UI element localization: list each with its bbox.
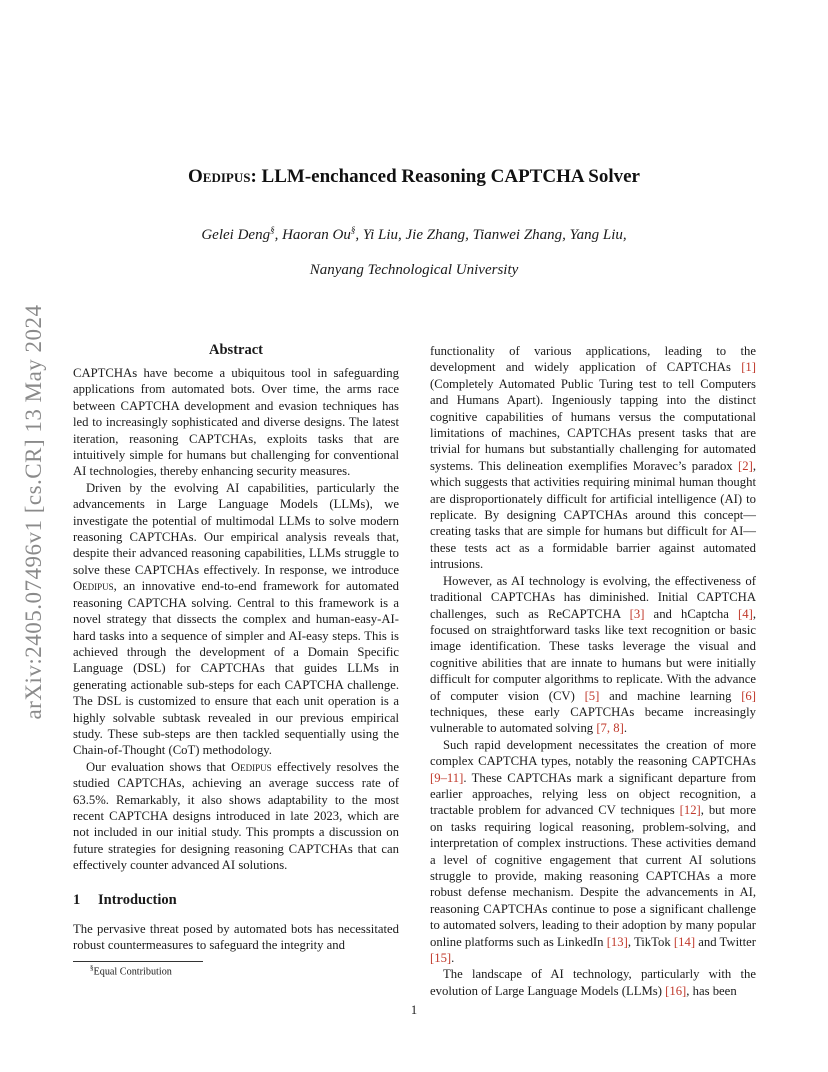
abstract-p3-system-name: Oedipus [231,759,272,774]
abstract-p3-text-a: Our evaluation shows that [86,759,231,774]
author-rest: , Yi Liu, Jie Zhang, Tianwei Zhang, Yang Liu, [355,227,627,243]
citation-link[interactable]: [16] [665,983,687,998]
abstract-p2-system-name: Oedipus [73,579,114,594]
text: . These CAPTCHAs mark a significant departure from earlier approaches, relying less on object recognition, a tractable problem for advanced CV techniques [430,770,756,818]
abstract-paragraph-2 [73,480,399,759]
abstract-paragraph-1: CAPTCHAs have become a ubiquitous tool in safeguarding applications from automated bots. Over time, the arms race between CAPTCHA development and evasion techniques has led to increasingly sophisticated and diverse designs. The latest iteration, reasoning CAPTCHAs, exploits tasks that are intuitively simple for humans but challenging for conventional AI technologies, thereby enhancing security measures. [73,366,399,479]
section-heading-introduction [73,891,399,909]
section-title: Introduction [98,891,177,908]
text: . [451,951,455,966]
text: , focused on straightforward tasks like text recognition or basic image identification. These tasks leverage the visual and cognitive abilities that are innate to humans but were initially difficult for computer algorithms to replicate. With the advance of computer vision (CV) [430,606,756,703]
abstract-p2-text-a: Driven by the evolving AI capabilities, particularly the advancements in Large Language Models (LLMs), we investigate the potential of multimodal LLMs to solve modern reasoning CAPTCHAs. Our empirical analysis reveals that, despite their advanced reasoning capabilities, LLMs struggle to solve these CAPTCHAs effectively. In response, we introduce [73,480,399,577]
citation-link[interactable]: [5] [584,688,600,703]
citation-link[interactable]: [14] [673,934,696,949]
citation-link[interactable]: [3] [629,606,645,621]
text: However, as AI technology is evolving, the effectiveness of traditional CAPTCHAs has diminished. Initial CAPTCHA challenges, such as ReCAPTCHA [430,573,756,621]
arxiv-identifier-stamp: arXiv:2405.07496v1 [cs.CR] 13 May 2024 [21,304,46,720]
citation-link[interactable]: [4] [738,606,753,621]
footnote [90,964,172,977]
section-number: 1 [73,891,81,908]
text: techniques, these early CAPTCHAs became increasingly vulnerable to automated solving [430,704,756,736]
text: functionality of various applications, leading to the development and widely application of CAPTCHAs [430,344,756,375]
footnote-divider [73,961,203,962]
title-rest: : LLM-enchanced Reasoning CAPTCHA Solver [250,166,640,187]
citation-link[interactable]: [2] [738,458,753,473]
citation-link[interactable]: [13] [606,934,628,949]
text: and hCaptcha [644,606,739,621]
author-1: Gelei Deng [201,227,271,243]
author-list [0,225,828,244]
citation-link[interactable]: [15] [430,951,452,966]
footnote-text: Equal Contribution [93,966,172,978]
page-number: 1 [410,1003,418,1017]
text: (Completely Automated Public Turing test to tell Computers and Humans Apart). Ingeniously tapping into the distinct cognitive capabilities of humans versus the computational limitations of machines, CAPTCHAs present tasks that are trivial for humans but substantially challenging for automated systems. This delineation exemplifies Moravec’s paradox [430,376,756,473]
citation-link[interactable]: [7, [596,721,611,736]
text: and Twitter [695,934,756,949]
author-1-mark: § [270,225,275,235]
abstract-p3-text-b: effectively resolves the studied CAPTCHAs, achieving an average success rate of 63.5%. Remarkably, it also shows adaptability to the most recent CAPTCHA designs introduced in late 2023, which are not included in our initial study. This prompts a discussion on future strategies for designing reasoning CAPTCHAs that can effectively counter advanced AI solutions. [73,759,400,873]
citation-link[interactable]: [1] [741,360,756,375]
text: and machine learning [599,688,742,703]
paper-title [0,166,828,188]
intro-paragraph-4 [430,737,756,967]
affiliation: Nanyang Technological University [309,262,519,278]
text: , has been [686,983,737,998]
left-column [73,342,399,953]
intro-paragraph-2 [430,343,756,573]
text: , but more on tasks requiring logical reasoning, problem-solving, and interpretation of complex instructions. These activities demand a level of cognitive engagement that current AI solutions struggle to provide, making reasoning CAPTCHAs a more robust defense mechanism. Despite the advancements in AI, reasoning CAPTCHAs continue to pose a significant challenge to automated solvers, leading to their adoption by many popular online platforms such as LinkedIn [430,803,756,949]
citation-link[interactable]: [6] [741,688,756,703]
citation-link[interactable]: [12] [679,803,701,818]
intro-paragraph-1: The pervasive threat posed by automated bots has necessitated robust countermeasures to safeguard the integrity and [73,921,399,952]
right-column [430,343,756,999]
abstract-heading: Abstract [209,342,263,358]
author-2: , Haoran Ou [274,227,351,243]
text: , TikTok [627,934,674,949]
text: , which suggests that activities requiring minimal human thought are disproportionately difficult for artificial intelligence (AI) to replicate. By designing CAPTCHAs around this concept—creating tasks that are simple for humans but difficult for AI—these tests act as a formidable barrier against automated intrusions. [430,458,756,572]
citation-link[interactable]: 8] [613,721,624,736]
footnote-mark: § [90,964,94,972]
text: . [623,721,627,736]
text: Such rapid development necessitates the creation of more complex CAPTCHA types, notably the reasoning CAPTCHAs [430,737,756,769]
citation-link[interactable]: [9–11] [430,770,464,785]
intro-paragraph-3 [430,573,756,737]
system-name: Oedipus [188,166,251,187]
abstract-paragraph-3 [73,759,399,874]
intro-paragraph-5 [430,966,756,999]
author-2-mark: § [350,225,356,235]
abstract-p2-text-b: , an innovative end-to-end framework for automated reasoning CAPTCHA solving. Central to this framework is a novel strategy that dissects the complex and human-easy-AI-hard tasks into a sequence of simpler and AI-easy steps. This is achieved through the development of a Domain Specific Language (DSL) for CAPTCHAs that guides LLMs in generating actionable sub-steps for each CAPTCHA challenge. The DSL is customized to ensure that each unit operation is a highly solvable subtask revealed in our previous empirical study. These sub-steps are then tackled sequentially using the Chain-of-Thought (CoT) methodology. [73,579,399,758]
text: The landscape of AI technology, particularly with the evolution of Large Language Models (LLMs) [430,967,756,998]
